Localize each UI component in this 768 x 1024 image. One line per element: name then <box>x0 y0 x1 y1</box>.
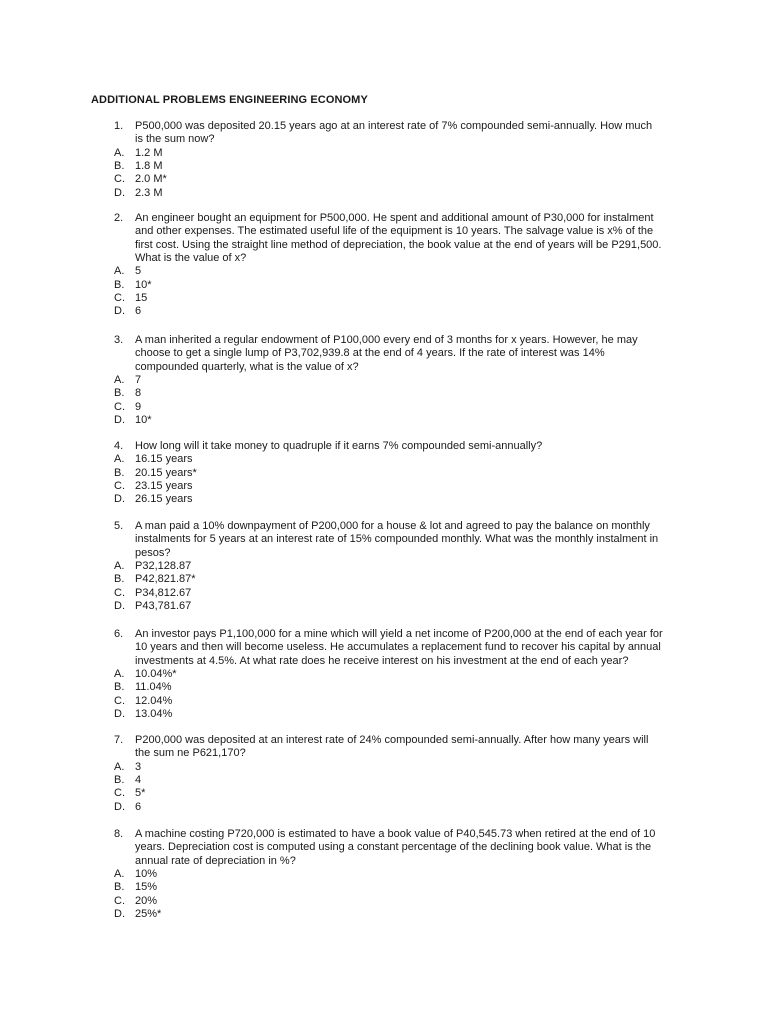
answer-choice <box>91 787 691 800</box>
choice-letter: D. <box>114 600 125 613</box>
answer-choice <box>91 895 691 908</box>
choice-letter: A. <box>114 453 125 466</box>
problem-number: 4. <box>114 440 124 452</box>
choice-text: 5* <box>135 787 146 800</box>
question-text: and other expenses. The estimated useful life of the equipment is 10 years. The salvage value is x% of the <box>135 225 654 238</box>
question-line <box>91 120 691 133</box>
choice-letter: C. <box>114 480 125 493</box>
choice-letter: A. <box>114 374 125 387</box>
choice-text: 26.15 years <box>135 493 193 506</box>
problem-item <box>91 120 691 200</box>
choice-letter: D. <box>114 186 125 199</box>
answer-choice <box>91 173 691 186</box>
problem-number: 8. <box>114 828 124 840</box>
problem-number: 6. <box>114 628 124 640</box>
choice-text: P32,128.87 <box>135 560 192 573</box>
answer-choice <box>91 147 691 160</box>
choice-text: P34,812.67 <box>135 586 192 599</box>
choice-letter: A. <box>114 265 125 278</box>
question-text: investments at 4.5%. At what rate does he receive interest on his investment at the end of each year? <box>135 654 629 667</box>
choice-text: 25%* <box>135 908 162 921</box>
problem-number: 5. <box>114 520 124 532</box>
question-text: P500,000 was deposited 20.15 years ago at an interest rate of 7% compounded semi-annually. How much <box>135 120 653 132</box>
choice-letter: A. <box>114 560 125 573</box>
question-text: What is the value of x? <box>135 252 247 265</box>
choice-letter: B. <box>114 881 125 894</box>
question-text: choose to get a single lump of P3,702,939.8 at the end of 4 years. If the rate of interest was 14% <box>135 347 605 360</box>
answer-choice <box>91 467 691 480</box>
answer-choice <box>91 587 691 600</box>
answer-choice <box>91 387 691 400</box>
question-text: pesos? <box>135 546 171 559</box>
choice-text: 11.04% <box>135 681 172 694</box>
problem-number: 2. <box>114 212 124 224</box>
document-title: ADDITIONAL PROBLEMS ENGINEERING ECONOMY <box>91 94 368 106</box>
choice-text: 7 <box>135 374 142 387</box>
choice-text: 10* <box>135 278 152 291</box>
answer-choice <box>91 160 691 173</box>
answer-choice <box>91 374 691 387</box>
question-line <box>91 734 691 747</box>
question-text: is the sum now? <box>135 133 215 146</box>
choice-letter: C. <box>114 173 125 186</box>
answer-choice <box>91 801 691 814</box>
problem-item <box>91 628 691 721</box>
choice-text: 15% <box>135 881 158 894</box>
question-line <box>91 361 691 374</box>
question-line <box>91 641 691 654</box>
answer-choice <box>91 868 691 881</box>
choice-letter: C. <box>114 894 125 907</box>
answer-choice <box>91 681 691 694</box>
choice-text: 5 <box>135 265 142 278</box>
choice-letter: C. <box>114 586 125 599</box>
question-line <box>91 334 691 347</box>
question-text: first cost. Using the straight line method of depreciation, the book value at the end of years will be P291,500. <box>135 238 662 251</box>
choice-text: 3 <box>135 760 142 773</box>
question-line <box>91 347 691 360</box>
choice-letter: B. <box>114 466 125 479</box>
question-text: 10 years and then will become useless. He accumulates a replacement fund to recover his capital by annual <box>135 641 661 654</box>
choice-letter: D. <box>114 908 125 921</box>
answer-choice <box>91 708 691 721</box>
choice-text: 15 <box>135 292 148 305</box>
question-line <box>91 747 691 760</box>
choice-letter: B. <box>114 278 125 291</box>
question-line <box>91 225 691 238</box>
answer-choice <box>91 305 691 318</box>
answer-choice <box>91 187 691 200</box>
answer-choice <box>91 908 691 921</box>
question-line <box>91 440 691 453</box>
answer-choice <box>91 279 691 292</box>
choice-letter: A. <box>114 868 125 881</box>
question-line <box>91 252 691 265</box>
answer-choice <box>91 453 691 466</box>
answer-choice <box>91 774 691 787</box>
choice-letter: C. <box>114 694 125 707</box>
answer-choice <box>91 761 691 774</box>
question-text: instalments for 5 years at an interest rate of 15% compounded monthly. What was the monthly instalment in <box>135 533 659 546</box>
question-text: An investor pays P1,100,000 for a mine which will yield a net income of P200,000 at the end of each year for <box>135 628 663 640</box>
choice-letter: C. <box>114 787 125 800</box>
question-line <box>91 828 691 841</box>
choice-text: 8 <box>135 387 142 400</box>
answer-choice <box>91 265 691 278</box>
question-text: A machine costing P720,000 is estimated to have a book value of P40,545.73 when retired at the end of 10 <box>135 828 656 840</box>
answer-choice <box>91 668 691 681</box>
choice-text: 2.3 M <box>135 186 163 199</box>
choice-letter: B. <box>114 573 125 586</box>
question-line <box>91 855 691 868</box>
choice-text: 9 <box>135 400 142 413</box>
problem-item <box>91 520 691 613</box>
problem-number: 7. <box>114 734 124 746</box>
choice-text: 10.04%* <box>135 668 177 681</box>
choice-text: 23.15 years <box>135 480 193 493</box>
choice-letter: A. <box>114 760 125 773</box>
choice-letter: D. <box>114 493 125 506</box>
question-line <box>91 841 691 854</box>
choice-text: 20.15 years* <box>135 466 197 479</box>
choice-text: 6 <box>135 800 142 813</box>
problem-item <box>91 734 691 814</box>
answer-choice <box>91 292 691 305</box>
problem-item <box>91 440 691 507</box>
answer-choice <box>91 480 691 493</box>
problem-item <box>91 828 691 921</box>
question-line <box>91 628 691 641</box>
question-text: years. Depreciation cost is computed using a constant percentage of the declining book value. What is the <box>135 841 652 854</box>
question-line <box>91 212 691 225</box>
question-line <box>91 239 691 252</box>
question-line <box>91 547 691 560</box>
problem-number: 3. <box>114 334 124 346</box>
choice-letter: B. <box>114 160 125 173</box>
choice-letter: D. <box>114 708 125 721</box>
problem-number: 1. <box>114 120 124 132</box>
question-line <box>91 520 691 533</box>
choice-text: 10* <box>135 414 152 427</box>
choice-letter: B. <box>114 681 125 694</box>
choice-text: 6 <box>135 305 142 318</box>
choice-letter: D. <box>114 305 125 318</box>
answer-choice <box>91 881 691 894</box>
choice-text: 1.2 M <box>135 146 163 159</box>
choice-letter: B. <box>114 387 125 400</box>
question-text: A man inherited a regular endowment of P100,000 every end of 3 months for x years. However, he may <box>135 334 638 346</box>
question-text: An engineer bought an equipment for P500,000. He spent and additional amount of P30,000 for instalment <box>135 212 654 224</box>
choice-letter: B. <box>114 774 125 787</box>
choice-text: P43,781.67 <box>135 600 192 613</box>
question-line <box>91 655 691 668</box>
choice-text: 10% <box>135 868 158 881</box>
choice-text: 12.04% <box>135 694 173 707</box>
choice-text: P42,821.87* <box>135 573 196 586</box>
question-text: the sum ne P621,170? <box>135 747 246 760</box>
problem-item <box>91 334 691 427</box>
choice-text: 13.04% <box>135 708 173 721</box>
answer-choice <box>91 600 691 613</box>
choice-letter: C. <box>114 400 125 413</box>
question-text: compounded quarterly, what is the value of x? <box>135 360 359 373</box>
answer-choice <box>91 493 691 506</box>
question-text: A man paid a 10% downpayment of P200,000 for a house & lot and agreed to pay the balance on monthly <box>135 520 650 532</box>
question-line <box>91 133 691 146</box>
answer-choice <box>91 695 691 708</box>
problem-item <box>91 212 691 319</box>
choice-letter: D. <box>114 414 125 427</box>
choice-letter: D. <box>114 800 125 813</box>
choice-text: 16.15 years <box>135 453 193 466</box>
question-text: P200,000 was deposited at an interest rate of 24% compounded semi-annually. After how many years will <box>135 734 649 746</box>
answer-choice <box>91 560 691 573</box>
choice-text: 4 <box>135 774 142 787</box>
choice-letter: A. <box>114 668 125 681</box>
choice-text: 1.8 M <box>135 160 163 173</box>
choice-text: 20% <box>135 894 158 907</box>
question-text: How long will it take money to quadruple if it earns 7% compounded semi-annually? <box>135 440 543 452</box>
answer-choice <box>91 414 691 427</box>
answer-choice <box>91 573 691 586</box>
question-text: annual rate of depreciation in %? <box>135 854 296 867</box>
choice-text: 2.0 M* <box>135 173 167 186</box>
answer-choice <box>91 401 691 414</box>
question-line <box>91 533 691 546</box>
choice-letter: A. <box>114 146 125 159</box>
choice-letter: C. <box>114 292 125 305</box>
